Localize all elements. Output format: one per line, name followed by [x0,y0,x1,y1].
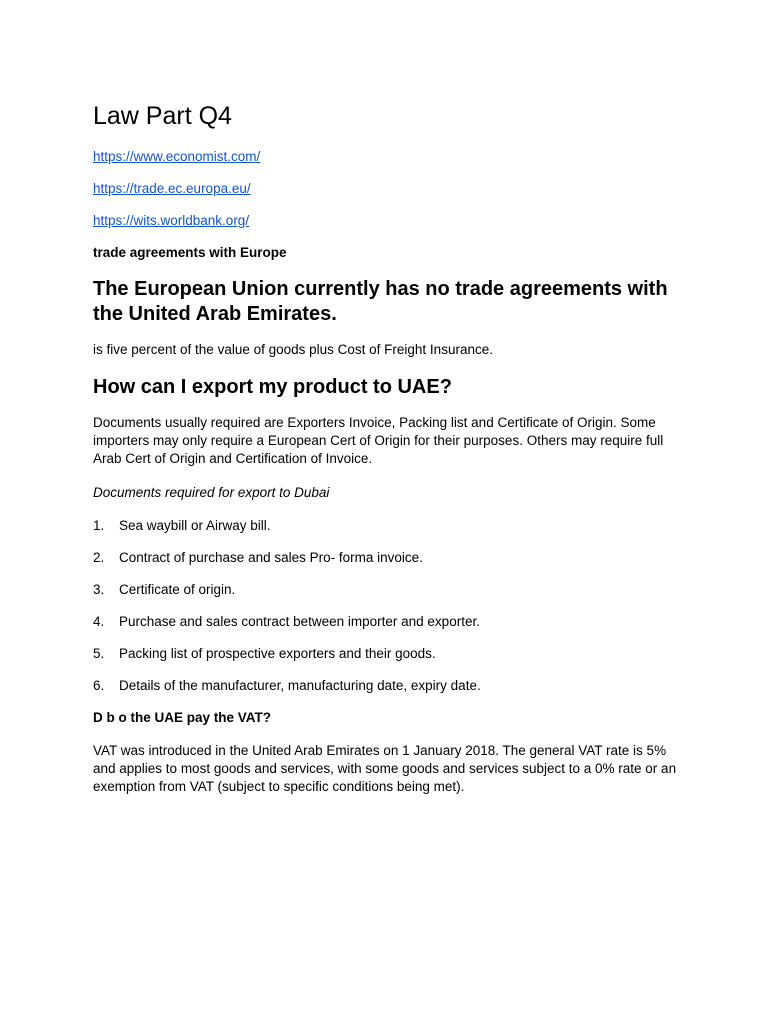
list-item-text: Sea waybill or Airway bill. [119,518,271,533]
question-vat: D b o the UAE pay the VAT? [93,710,272,725]
heading-no-trade-agreements: The European Union currently has no trade agreements with the United Arab Emirates. [93,278,668,325]
list-item-number: 5. [93,646,105,661]
documents-list [93,518,683,694]
list-item [93,550,683,566]
link-wits-worldbank[interactable]: https://wits.worldbank.org/ [93,213,250,228]
list-item-text: Contract of purchase and sales Pro- forma invoice. [119,550,423,565]
list-caption: Documents required for export to Dubai [93,485,330,500]
list-item-text: Details of the manufacturer, manufacturing date, expiry date. [119,678,481,693]
list-item-number: 6. [93,678,105,693]
list-item [93,518,683,534]
list-item-text: Packing list of prospective exporters and their goods. [119,646,436,661]
link-trade-ec-europa[interactable]: https://trade.ec.europa.eu/ [93,181,251,196]
list-item-number: 1. [93,518,105,533]
link-economist[interactable]: https://www.economist.com/ [93,149,261,164]
list-item-text: Certificate of origin. [119,582,236,597]
list-item-text: Purchase and sales contract between importer and exporter. [119,614,480,629]
paragraph-vat: VAT was introduced in the United Arab Emirates on 1 January 2018. The general VAT rate is 5% and applies to most goods and services, with some goods and services subject to a 0% rate or an exemption from VAT (subject to specific conditions being met). [93,743,677,794]
paragraph-five-percent: is five percent of the value of goods plus Cost of Freight Insurance. [93,342,493,357]
heading-export-to-uae: How can I export my product to UAE? [93,376,452,398]
list-item-number: 3. [93,582,105,597]
document-page [93,100,683,812]
list-item [93,614,683,630]
page-title: Law Part Q4 [93,102,232,130]
subheading-trade-agreements: trade agreements with Europe [93,245,287,260]
list-item-number: 4. [93,614,105,629]
list-item [93,678,683,694]
paragraph-documents-required: Documents usually required are Exporters Invoice, Packing list and Certificate of Origin. Some importers may only require a European Cert of Origin for their purposes. Others may require full Arab Cert of Origin and Certification of Invoice. [93,415,664,466]
list-item [93,646,683,662]
list-item-number: 2. [93,550,105,565]
list-item [93,582,683,598]
